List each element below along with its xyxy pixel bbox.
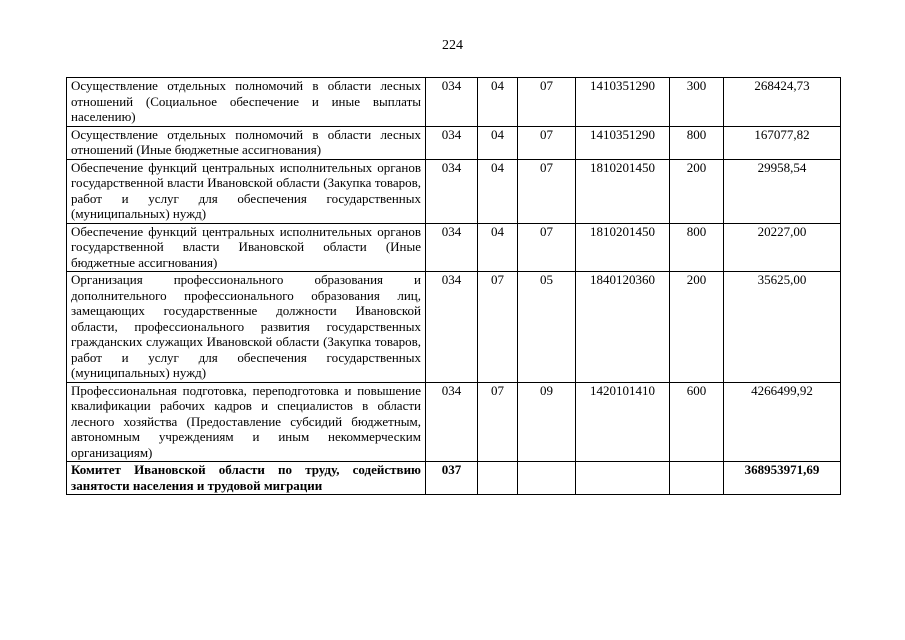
section-code: 04 xyxy=(478,223,518,272)
department-code: 034 xyxy=(426,126,478,159)
department-code: 034 xyxy=(426,223,478,272)
target-article-code: 1410351290 xyxy=(576,78,670,127)
department-code: 034 xyxy=(426,272,478,383)
amount: 4266499,92 xyxy=(724,382,841,462)
target-article-code: 1810201450 xyxy=(576,223,670,272)
department-code: 037 xyxy=(426,462,478,495)
subsection-code: 07 xyxy=(518,159,576,223)
subsection-code: 07 xyxy=(518,126,576,159)
total-row xyxy=(67,462,841,495)
amount: 29958,54 xyxy=(724,159,841,223)
target-article-code: 1410351290 xyxy=(576,126,670,159)
row-description: Осуществление отдельных полномочий в области лесных отношений (Иные бюджетные ассигнования) xyxy=(67,126,426,159)
section-code: 04 xyxy=(478,126,518,159)
page-number: 224 xyxy=(442,38,463,53)
expense-type-code xyxy=(670,462,724,495)
row-description: Комитет Ивановской области по труду, содействию занятости населения и трудовой миграции xyxy=(67,462,426,495)
budget-table xyxy=(66,77,841,495)
table-row xyxy=(67,159,841,223)
row-description: Осуществление отдельных полномочий в области лесных отношений (Социальное обеспечение и иные выплаты населению) xyxy=(67,78,426,127)
target-article-code: 1840120360 xyxy=(576,272,670,383)
table-row xyxy=(67,78,841,127)
section-code: 04 xyxy=(478,159,518,223)
target-article-code xyxy=(576,462,670,495)
section-code: 07 xyxy=(478,382,518,462)
department-code: 034 xyxy=(426,382,478,462)
subsection-code: 07 xyxy=(518,78,576,127)
table-row xyxy=(67,223,841,272)
amount: 20227,00 xyxy=(724,223,841,272)
amount: 167077,82 xyxy=(724,126,841,159)
row-description: Организация профессионального образования и дополнительного профессионального образования лиц, замещающих государственные должности Ивановской области, профессионального развития государственных гражданских служащих Ивановской области (Закупка товаров, работ и услуг для обеспечения государственных (муниципальных) нужд) xyxy=(67,272,426,383)
expense-type-code: 300 xyxy=(670,78,724,127)
row-description: Обеспечение функций центральных исполнительных органов государственной власти Ивановской области (Закупка товаров, работ и услуг для обеспечения государственных (муниципальных) нужд) xyxy=(67,159,426,223)
expense-type-code: 200 xyxy=(670,159,724,223)
expense-type-code: 200 xyxy=(670,272,724,383)
expense-type-code: 600 xyxy=(670,382,724,462)
amount: 268424,73 xyxy=(724,78,841,127)
department-code: 034 xyxy=(426,78,478,127)
subsection-code: 05 xyxy=(518,272,576,383)
section-code xyxy=(478,462,518,495)
expense-type-code: 800 xyxy=(670,126,724,159)
subsection-code xyxy=(518,462,576,495)
table-row xyxy=(67,272,841,383)
amount: 368953971,69 xyxy=(724,462,841,495)
amount: 35625,00 xyxy=(724,272,841,383)
target-article-code: 1420101410 xyxy=(576,382,670,462)
expense-type-code: 800 xyxy=(670,223,724,272)
section-code: 04 xyxy=(478,78,518,127)
section-code: 07 xyxy=(478,272,518,383)
subsection-code: 07 xyxy=(518,223,576,272)
target-article-code: 1810201450 xyxy=(576,159,670,223)
row-description: Обеспечение функций центральных исполнительных органов государственной власти Ивановской области (Иные бюджетные ассигнования) xyxy=(67,223,426,272)
row-description: Профессиональная подготовка, переподготовка и повышение квалификации рабочих кадров и специалистов в области лесного хозяйства (Предоставление субсидий бюджетным, автономным учреждениям и иным некоммерческим организациям) xyxy=(67,382,426,462)
table-row xyxy=(67,126,841,159)
table-row xyxy=(67,382,841,462)
subsection-code: 09 xyxy=(518,382,576,462)
department-code: 034 xyxy=(426,159,478,223)
